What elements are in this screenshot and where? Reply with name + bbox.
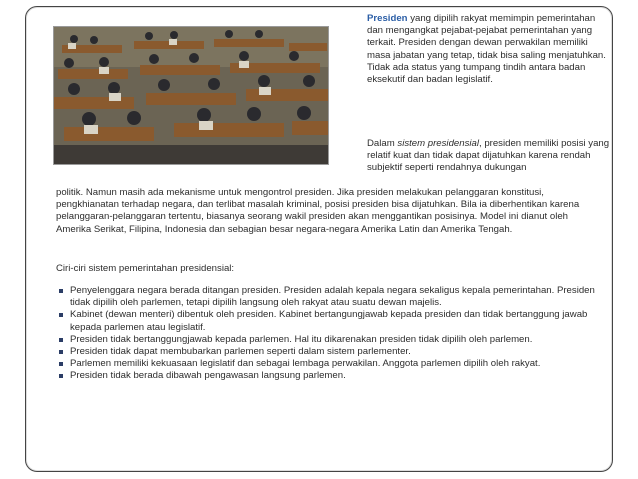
presidential-system-paragraph [367,138,613,175]
presidential-system-text-right: , presiden memiliki posisi yang relatif kuat dan tidak dapat dijatuhkan karena rendah subjektif seperti rendahnya dukungan [367,138,610,174]
presiden-term: Presiden [367,13,408,24]
list-item [56,285,606,309]
presidential-system-paragraph-continued: politik. Namun masih ada mekanisme untuk mengontrol presiden. Jika presiden melakukan pelanggaran konstitusi, pengkhianatan terhadap negara, dan terlibat masalah kriminal, posisi presiden bisa dijatuhkan. Bila ia diberhentikan karena pelanggaran-pelanggaran tertentu, biasanya seorang wakil presiden akan menggantikan posisinya. Model ini dianut oleh Amerika Serikat, Filipina, Indonesia dan sebagian besar negara-negara Amerika Latin dan Amerika Tengah. [56,187,580,235]
intro-paragraph-text: yang dipilih rakyat memimpin pemerintahan dan mengangkat pejabat-pejabat pemerintahan yang terkait. Presiden dengan dewan perwakilan memiliki masa jabatan yang tetap, tidak bisa saling menjatuhkan. Tidak ada status yang tumpang tindih antara badan eksekutif dan badan legislatif. [367,13,606,86]
bullet-icon [59,362,63,366]
presidential-system-prefix: Dalam [367,138,398,149]
list-item-text: Presiden tidak berada dibawah pengawasan langsung parlemen. [70,370,346,382]
bullet-icon [59,374,63,378]
list-item [56,346,606,358]
parliament-photo-illustration [54,27,328,164]
list-item-text: Presiden tidak bertanggungjawab kepada parlemen. Hal itu dikarenakan presiden tidak dipilih oleh parlemen. [70,333,533,345]
bullet-icon [59,313,63,317]
list-item-text: Penyelenggara negara berada ditangan presiden. Presiden adalah kepala negara sekaligus kepala pemerintahan. Presiden tidak dipilih oleh parlemen, tetapi dipilih langsung oleh rakyat atau suatu dewan majelis. [70,285,595,309]
list-item [56,370,606,382]
presidential-system-term: sistem presidensial [397,138,479,149]
bullet-icon [59,338,63,342]
bullet-icon [59,350,63,354]
characteristics-list [56,285,606,383]
list-item-text: Parlemen memiliki kekuasaan legislatif dan sebagai lembaga perwakilan. Anggota parlemen dipilih oleh rakyat. [70,358,541,370]
intro-paragraph [367,13,613,86]
bullet-icon [59,289,63,293]
list-item-text: Presiden tidak dapat membubarkan parlemen seperti dalam sistem parlementer. [70,346,411,358]
parliament-photo [53,26,329,165]
characteristics-heading: Ciri-ciri sistem pemerintahan presidensial: [56,263,235,274]
list-item [56,334,606,346]
list-item-text: Kabinet (dewan menteri) dibentuk oleh presiden. Kabinet bertangungjawab kepada presiden dan tidak bertanggung jawab kepada parlemen atau legislatif. [70,309,588,333]
list-item [56,309,606,333]
list-item [56,358,606,370]
